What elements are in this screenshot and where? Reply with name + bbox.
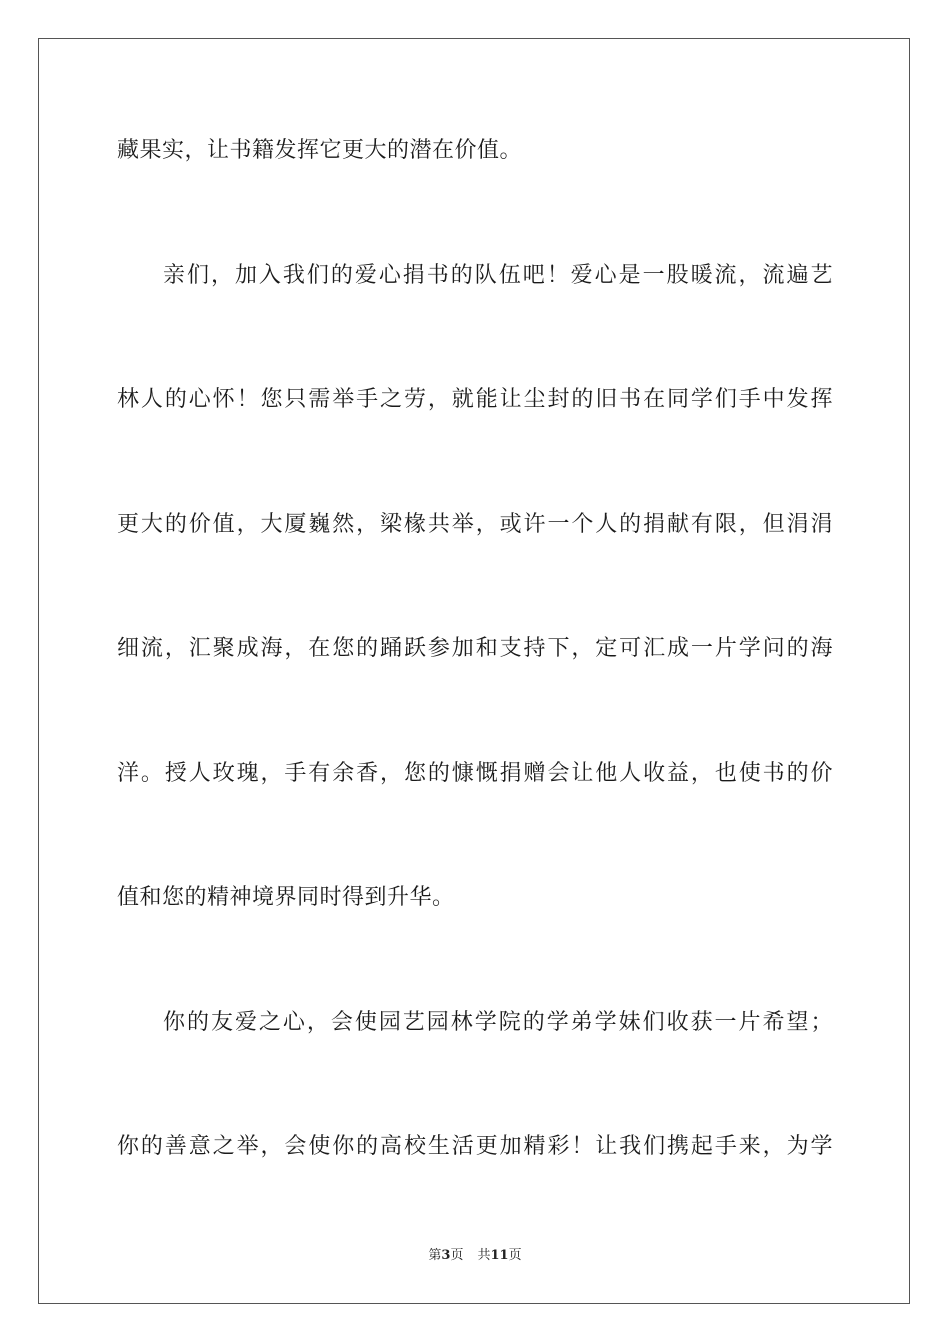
total-prefix: 共	[477, 1248, 491, 1263]
body-line-5: 细流，汇聚成海，在您的踊跃参加和支持下，定可汇成一片学问的海	[117, 636, 833, 661]
page-current: 3	[441, 1248, 451, 1263]
total-suffix: 页	[508, 1248, 522, 1263]
page-footer	[0, 1247, 950, 1265]
page-suffix: 页	[450, 1248, 464, 1263]
body-line-2: 亲们，加入我们的爱心捐书的队伍吧！爱心是一股暖流，流遍艺	[163, 263, 833, 288]
body-line-4: 更大的价值，大厦巍然，梁椽共举，或许一个人的捐献有限，但涓涓	[117, 512, 833, 537]
body-line-8: 你的友爱之心，会使园艺园林学院的学弟学妹们收获一片希望；	[163, 1010, 833, 1035]
body-line-1: 藏果实，让书籍发挥它更大的潜在价值。	[117, 138, 523, 163]
body-line-3: 林人的心怀！您只需举手之劳，就能让尘封的旧书在同学们手中发挥	[117, 387, 833, 412]
body-line-6: 洋。授人玫瑰，手有余香，您的慷慨捐赠会让他人收益，也使书的价	[117, 761, 833, 786]
body-line-9: 你的善意之举，会使你的高校生活更加精彩！让我们携起手来，为学	[117, 1134, 833, 1159]
page-prefix: 第	[428, 1248, 442, 1263]
page-border	[38, 38, 910, 1304]
body-line-7: 值和您的精神境界同时得到升华。	[117, 885, 455, 910]
page-total: 11	[490, 1248, 509, 1263]
